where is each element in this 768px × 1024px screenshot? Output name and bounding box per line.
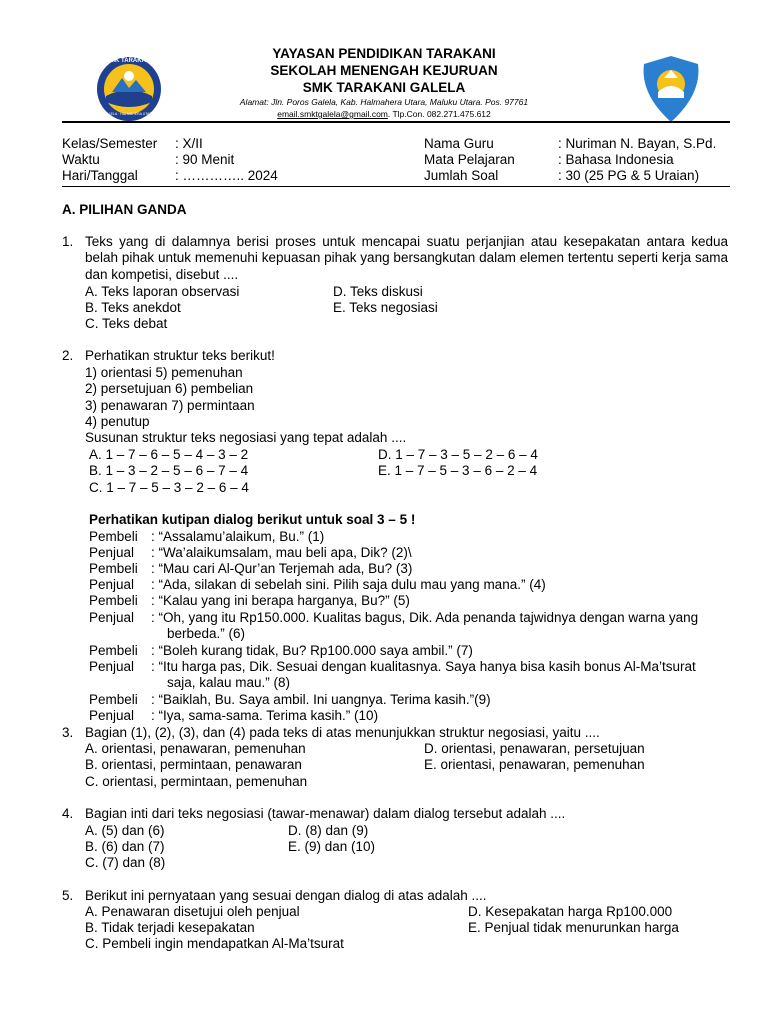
dialog-speaker-8: Penjual — [89, 659, 135, 674]
q2-ask: Susunan struktur teks negosiasi yang tepat adalah .... — [85, 430, 407, 445]
dialog-speaker-5: Pembeli — [89, 593, 138, 608]
q5-text: Berikut ini pernyataan yang sesuai dengan dialog di atas adalah .... — [85, 888, 487, 903]
dialog-text-3: : “Mau cari Al-Qur’an Terjemah ada, Bu? (3) — [151, 561, 413, 576]
q1-option-b[interactable]: B. Teks anekdot — [85, 300, 181, 315]
dialog-speaker-4: Penjual — [89, 577, 135, 592]
dialog-speaker-9: Pembeli — [89, 692, 138, 707]
dialog-text-4: : “Ada, silakan di sebelah sini. Pilih saja dulu mau yang mana.” (4) — [151, 577, 546, 592]
info-label-date: Hari/Tanggal — [62, 168, 138, 183]
info-value-class: : X/II — [175, 136, 203, 151]
dialog-text-7: : “Boleh kurang tidak, Bu? Rp100.000 saya ambil.” (7) — [151, 643, 473, 658]
info-value-date: : ………….. 2024 — [175, 168, 278, 183]
section-title: A. PILIHAN GANDA — [62, 202, 187, 217]
dialog-text-10: : “Iya, sama-sama. Terima kasih.” (10) — [151, 708, 379, 723]
q2-option-e[interactable]: E. 1 – 7 – 5 – 3 – 6 – 2 – 4 — [378, 463, 538, 478]
q3-number: 3. — [62, 725, 74, 740]
info-label-subject: Mata Pelajaran — [424, 152, 515, 167]
q4-number: 4. — [62, 806, 74, 821]
q1-option-a[interactable]: A. Teks laporan observasi — [85, 284, 240, 299]
dialog-text-6: : “Oh, yang itu Rp150.000. Kualitas bagus, Dik. Ada penanda tajwidnya dengan warna yang — [151, 610, 699, 625]
info-value-teacher: : Nuriman N. Bayan, S.Pd. — [558, 136, 717, 151]
q4-option-b[interactable]: B. (6) dan (7) — [85, 839, 165, 854]
dialog-title: Perhatikan kutipan dialog berikut untuk soal 3 – 5 ! — [89, 512, 416, 527]
info-rule — [62, 186, 730, 187]
q3-option-b[interactable]: B. orientasi, permintaan, penawaran — [85, 757, 302, 772]
q1-option-c[interactable]: C. Teks debat — [85, 316, 168, 331]
q5-number: 5. — [62, 888, 74, 903]
dialog-speaker-2: Penjual — [89, 545, 135, 560]
dialog-text-8-cont: saja, kalau mau.” (8) — [167, 675, 291, 690]
dialog-text-8: : “Itu harga pas, Dik. Sesuai dengan kualitasnya. Saya hanya bisa kasih bonus Al-Ma’tsurat — [151, 659, 696, 674]
q2-item-3: 3) penawaran 7) permintaan — [85, 398, 255, 413]
q2-number: 2. — [62, 348, 74, 363]
q4-text: Bagian inti dari teks negosiasi (tawar-menawar) dalam dialog tersebut adalah .... — [85, 806, 566, 821]
dialog-text-6-cont: berbeda.” (6) — [167, 626, 246, 641]
q5-option-c[interactable]: C. Pembeli ingin mendapatkan Al-Ma’tsurat — [85, 936, 344, 951]
dialog-text-9: : “Baiklah, Bu. Saya ambil. Ini uangnya. Terima kasih.”(9) — [151, 692, 491, 707]
q3-option-d[interactable]: D. orientasi, penawaran, persetujuan — [424, 741, 645, 756]
q2-option-c[interactable]: C. 1 – 7 – 5 – 3 – 2 – 6 – 4 — [89, 480, 249, 495]
dialog-text-1: : “Assalamu’alaikum, Bu.” (1) — [151, 529, 325, 544]
q3-option-a[interactable]: A. orientasi, penawaran, pemenuhan — [85, 741, 306, 756]
header-address: Alamat: Jln. Poros Galela, Kab. Halmahera Utara, Maluku Utara. Pos. 97761 — [239, 97, 529, 107]
info-label-teacher: Nama Guru — [424, 136, 494, 151]
q2-option-a[interactable]: A. 1 – 7 – 6 – 5 – 4 – 3 – 2 — [89, 447, 249, 462]
header-school-type: SEKOLAH MENENGAH KEJURUAN — [270, 63, 498, 78]
q5-option-d[interactable]: D. Kesepakatan harga Rp100.000 — [468, 904, 673, 919]
header-contact — [0, 109, 768, 119]
info-label-count: Jumlah Soal — [424, 168, 499, 183]
dialog-text-2: : “Wa’alaikumsalam, mau beli apa, Dik? (2)\ — [151, 545, 412, 560]
q2-option-b[interactable]: B. 1 – 3 – 2 – 5 – 6 – 7 – 4 — [89, 463, 249, 478]
header-foundation: YAYASAN PENDIDIKAN TARAKANI — [272, 46, 496, 61]
q4-option-d[interactable]: D. (8) dan (9) — [288, 823, 369, 838]
q4-option-a[interactable]: A. (5) dan (6) — [85, 823, 165, 838]
q1-text: Teks yang di dalamnya berisi proses untuk mencapai suatu perjanjian atau kesepakatan antara kedua belah pihak untuk memenuhi kepuasan pihak yang bersangkutan dalam elemen tertentu seperti kerja sama dan kompetisi, disebut .... — [85, 234, 728, 282]
q2-option-d[interactable]: D. 1 – 7 – 3 – 5 – 2 – 6 – 4 — [378, 447, 538, 462]
info-value-count: : 30 (25 PG & 5 Uraian) — [558, 168, 700, 183]
info-value-subject: : Bahasa Indonesia — [558, 152, 674, 167]
header-email[interactable]: email.smktgalela@gmail.com — [277, 109, 388, 119]
dialog-speaker-6: Penjual — [89, 610, 135, 625]
logo-ring-text: SMK TARAKANI — [106, 58, 152, 64]
q3-option-e[interactable]: E. orientasi, penawaran, pemenuhan — [424, 757, 645, 772]
q5-option-b[interactable]: B. Tidak terjadi kesepakatan — [85, 920, 255, 935]
dialog-speaker-1: Pembeli — [89, 529, 138, 544]
q1-option-e[interactable]: E. Teks negosiasi — [333, 300, 438, 315]
dialog-speaker-7: Pembeli — [89, 643, 138, 658]
header-school-name: SMK TARAKANI GALELA — [302, 80, 466, 95]
info-value-time: : 90 Menit — [175, 152, 235, 167]
q3-text: Bagian (1), (2), (3), dan (4) pada teks di atas menunjukkan struktur negosiasi, yaitu .... — [85, 725, 600, 740]
info-label-time: Waktu — [62, 152, 100, 167]
q2-item-4: 4) penutup — [85, 414, 150, 429]
dialog-text-5: : “Kalau yang ini berapa harganya, Bu?” (5) — [151, 593, 410, 608]
q2-intro: Perhatikan struktur teks berikut! — [85, 348, 275, 363]
info-label-class: Kelas/Semester — [62, 136, 158, 151]
q1-number: 1. — [62, 234, 74, 249]
q4-option-e[interactable]: E. (9) dan (10) — [288, 839, 376, 854]
q3-option-c[interactable]: C. orientasi, permintaan, pemenuhan — [85, 774, 308, 789]
header-rule-thick — [62, 121, 730, 123]
header-phone: . Tlp.Con. 082.271.475.612 — [387, 109, 491, 119]
q4-option-c[interactable]: C. (7) dan (8) — [85, 855, 166, 870]
q5-option-e[interactable]: E. Penjual tidak menurunkan harga — [468, 920, 679, 935]
logo-ring-subtext: GALELA · HALMAHERA UTARA — [103, 112, 155, 116]
q2-item-1: 1) orientasi 5) pemenuhan — [85, 365, 243, 380]
dialog-speaker-3: Pembeli — [89, 561, 138, 576]
q5-option-a[interactable]: A. Penawaran disetujui oleh penjual — [85, 904, 300, 919]
q2-item-2: 2) persetujuan 6) pembelian — [85, 381, 254, 396]
q1-option-d[interactable]: D. Teks diskusi — [333, 284, 423, 299]
dialog-speaker-10: Penjual — [89, 708, 135, 723]
